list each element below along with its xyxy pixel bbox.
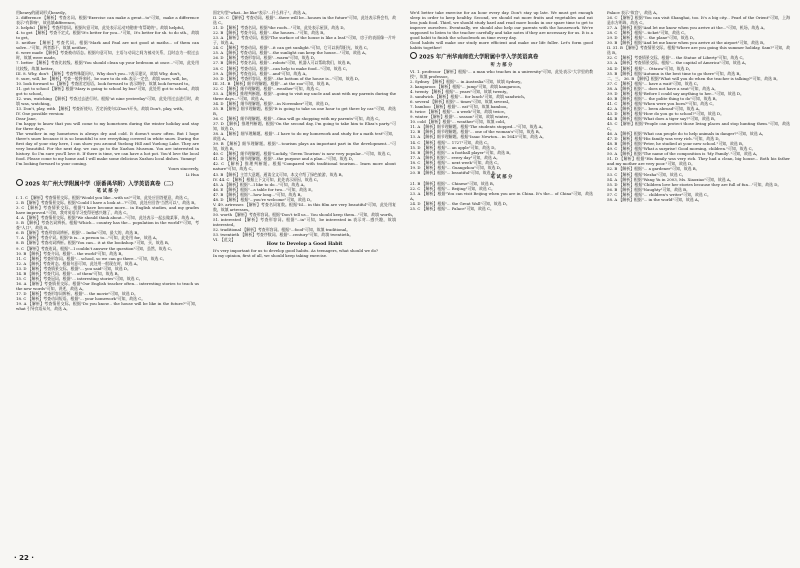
- answer-entry: 56. B 【解析】根据"Naughty"可知，故选 B。: [607, 186, 690, 192]
- answer-entry: 11. A 【解析】细节理解题。根据"The students stopped..."可知，故选 A。: [410, 124, 546, 130]
- answer-entry: 37. C 【解析】根据"... have a wait"可知，故选 C。: [607, 80, 701, 86]
- answer-entry: 50. worth 【解析】考查形容词。根据"Don't tell us... You should keep them..."可知，故填 worth。: [213, 211, 396, 217]
- answer-entry: 44. B 【解析】根据"What does a tiger say?"可知，故选 B。: [607, 115, 718, 121]
- answer-entry: 5. neither 【解析】考查代词。根据"Mark and Paul are not good at maths... of them can solve..."可知，两者都不，故填 neither。: [16, 40, 199, 51]
- answer-entry: 49. C 【解析】根据"What a surprise! Good morning, children."可知，故选 C。: [607, 146, 756, 152]
- answer-entry: 24. D 【解析】根据"... the Great Wall"可知，故选 D。: [410, 201, 510, 207]
- answer-entry: IV. One possible version:: [16, 110, 65, 116]
- answer-entry: 5. B 【解析】考查名词辨析。根据"Which... country has the... population in the world?"可知，考查"人口"，故选 B。: [16, 220, 199, 231]
- answer-entry: III. 31. B 【解析】细节理解题。根据"...at the zoo"可知，故选 B。: [213, 80, 333, 86]
- answer-entry: 29. D 【解析】根据"... the plane"可知，故选 D。: [607, 35, 697, 41]
- answer-entry: 19. D 【解析】根据"... Guangzhou"可知，故选 D。: [410, 164, 504, 170]
- answer-entry: 32. C 【解析】细节理解题。根据"...weather"可知，故选 C。: [213, 85, 323, 91]
- answer-entry: 29. A 【解析】考查连词。根据"...and"可知，故选 A。: [213, 70, 310, 76]
- answer-entry: 28. C 【解析】根据"...ticket"可知，故选 C。: [607, 30, 689, 36]
- answer-entry: V. 49. artresses 【解析】考查名词复数。根据"Iil... in this film are very beautiful"可知，此处用复数，故填 artresses。: [213, 201, 396, 212]
- answer-entry: 18. C 【解析】考查动词短语。根据"... your homework"可知，故选 C。: [16, 295, 146, 301]
- answer-entry: 51. interested 【解析】考查形容词。根据"...in"可知，be interested in 表示对...感兴趣，故填 interested。: [213, 216, 396, 227]
- answer-entry: 30. D 【解析】考查形容词。根据"...the bottom of the house is..."可知，故选 D。: [213, 75, 362, 81]
- answer-entry: 40. C 【解析】细节理解题。根据"Luckily, 'Green Tourism' is now very popular..."可知，故选 C。: [213, 151, 394, 157]
- answer-entry: 10. B 【解析】考查介词。根据"... the world"可知，故选 B。: [16, 250, 126, 256]
- essay-paragraph: We'd better take exercise for an hour every day. Don't stay up late. We must get enough sleep in order to keep healthy. Second, we should eat more fruits and vegetables and eat less junk food. Third, we should study hard and read more books in our spare time to get to improve ourselves. Eventually, we should also help our parents with the housework. We're supposed to listen to the teacher carefully and take notes if they are necessary for us. It is a good habit to finish the schoolwork on time every day.: [410, 10, 593, 41]
- answer-entry: 28. C 【解析】考查动词。根据"...can help to make food..."可知，故选 C。: [213, 65, 350, 71]
- answer-entry: 25. C 【解析】根据"... Palace"可知，故选 C。: [410, 206, 494, 212]
- answer-entry: 25. A 【解析】考查动词。根据"...the sunlight can keep the house..."可知，故选 A。: [213, 50, 369, 56]
- answer-entry: 35. B 【解析】根据"Autumn is the best time to go there"可知，故选 B。: [607, 70, 744, 76]
- answer-entry: 8. twice 【解析】根据"... a week"可知，故填 twice。: [410, 109, 508, 115]
- column-1: [16, 10, 199, 555]
- letter-greeting: Dear Jane,: [16, 115, 37, 121]
- answer-entry: VI. 1. professor 【解析】根据"... a man who teaches in a university"可知，此处表示"大学里的教授"，故填 professor。: [410, 68, 593, 79]
- letter-signature: Li Hua: [185, 171, 199, 177]
- letter-paragraph: I'm looking forward to your coming.: [16, 161, 88, 167]
- answer-entry: 43. B 【解析】主旨大意题。通读全文可知，本文介绍了绿色旅游，故选 B。: [213, 171, 346, 177]
- answer-entry: 27. B 【解析】考查名词。根据"...robots"可知，机器人可以帮助我们，故选 B。: [213, 60, 354, 66]
- section-bullet-icon: [16, 179, 23, 186]
- section-title: 2025 年广州大学附属中学（原番禺华附）入学英语真卷（二）: [25, 181, 177, 188]
- answer-entry: 23. A 【解析】根据"You can visit Beijing when you are in China. It's the... of China"可知，故选 A。: [410, 190, 593, 201]
- answer-entry: 4. twenty 【解析】根据"... years"可知，故填 twenty。: [410, 89, 511, 95]
- answer-entry: 3. kangaroos 【解析】根据"... jump"可知，故填 kangaroos。: [410, 84, 524, 90]
- answer-entry: 48. B 【解析】根据"Peter, he studied at your new school."可知，故选 B。: [607, 141, 746, 147]
- answer-entry: 10. cold 【解析】根据"... weather"可知，故填 cold。: [410, 119, 508, 125]
- answer-entry: 6. were made 【解析】考查被动语态。根据句意可知，主语与动词之间为被动关系，且时态为一般过去时，故填 were made。: [16, 50, 199, 61]
- answer-entry: 6. several 【解析】根据"... times"可知，故填 several。: [410, 99, 512, 105]
- answer-entry: 7. better 【解析】考查比较级。根据"You should clean up your bedroom at once..."可知，此处用比较级，故填 better。: [16, 60, 199, 71]
- answer-entry: 用heavy的副词形式heavily。: [16, 10, 69, 15]
- answer-entry: 11. got to school 【解析】根据"Mary is going to school by bus"可知，此处用 got to school，故填 got to school。: [16, 85, 199, 96]
- answer-entry: 41. C 【解析】根据"When were you born?"可知，故选 C。: [607, 100, 717, 106]
- answer-entry: 7. bamboo 【解析】根据"... eat"可知，故填 bamboo。: [410, 104, 511, 110]
- answer-entry: 46. A 【解析】根据"What can people do to help animals in danger?"可知，故选 A。: [607, 131, 766, 137]
- answer-entry: 57. C 【解析】根据"... children's writer"可知，故选 C。: [607, 191, 711, 197]
- answer-entry: 2. difference 【解析】考查名词。根据"Exercise can make a great...to"可知，make a difference 表示"有影响"，故选填difference。: [16, 15, 199, 26]
- answer-entry: Palace 表示"故宫"，故选 A。: [607, 10, 660, 15]
- answer-entry: 固定句型"what...be like"表示"...什么样子"，故选 A。: [213, 10, 309, 15]
- answer-entry: 3. helpful 【解析】考查形容词。根据句意可知，此处表示运动对健康"有帮助的"。故填 helpful。: [16, 25, 187, 31]
- answer-entry: 21. D 【解析】考查名词。根据"the roofs..."可知，此处表示屋顶，故选 D。: [213, 25, 348, 31]
- column-2: [213, 10, 396, 555]
- answer-entry: 20. B 【解析】根据"... beautiful"可知，故选 B。: [410, 169, 499, 175]
- answer-entry: 16. A 【解析】考查情景交际。根据"Our English teacher often... interesting stories to teach us the new words"可知，讲述，故选 A。: [16, 280, 199, 291]
- answer-entry: II. 31. B 【解析】考查情景交际。根据"Where are you going this summer holiday, Sam?"可知，故选 B。: [607, 45, 790, 56]
- answer-entry: 22. C 【解析】根据"... Beijing"可知，故选 C。: [410, 185, 495, 191]
- answer-entry: 18. C 【解析】根据"... next week"可知，故选 C。: [410, 159, 502, 165]
- answer-entry: 30. B 【解析】根据"And let me know when you arrive at the airport"可知，故选 B。: [607, 40, 767, 46]
- answer-entry: I. 1. C 【解析】考查情景交际。根据"Would you like...with us?"可知，此处应回答愿意，故选 C。: [16, 195, 192, 201]
- answer-entry: 22. B 【解析】考查介词。根据"...the houses..."可知，故选 B。: [213, 30, 328, 36]
- part-heading-written: 笔 试 部 分: [490, 174, 513, 180]
- answer-entry: 38. A 【解析】根据"... does not have a seat"可知，故选 A。: [607, 85, 719, 91]
- answer-entry: 15. D 【解析】根据"... an apple"可知，故选 D。: [410, 144, 499, 150]
- column-4: [607, 10, 790, 555]
- answer-entry: 53. C 【解析】根据"Nezha"可知，故选 C。: [607, 171, 686, 177]
- answer-entry: 16. B 【解析】根据"... a football player"可知，故选 B。: [410, 149, 514, 155]
- answer-entry: 14. C 【解析】根据"... 1727"可知，故选 C。: [410, 139, 491, 145]
- answer-entry: 21. B 【解析】根据"... Chinese"可知，故选 B。: [410, 180, 497, 186]
- section-bullet-icon: [410, 52, 417, 59]
- answer-entry: 15. C 【解析】考查冠词。根据"... interesting stories"可知，故选 C。: [16, 275, 143, 281]
- answer-entry: 48. D 【解析】根据"...you're welcome"可知，故选 D。: [213, 196, 315, 202]
- answer-entry: 2. B 【解析】考查情景交际。根据"Could I have a look at...?"可知，此处应回答"当然可以"，故选 B。: [16, 200, 199, 206]
- answer-entry: 12. A 【解析】考查时态。根据句意可知，此处用一般现在时，故选 A。: [16, 260, 141, 266]
- answer-entry: 45. A 【解析】根据"...I like to do..."可知，故选 A。: [213, 181, 308, 187]
- answer-entry: 52. B 【解析】根据"... a gardener"可知，故选 B。: [607, 166, 700, 172]
- answer-entry: 42. A 【解析】根据"... been abroad"可知，故选 A。: [607, 105, 703, 111]
- answer-entry: IV. 44. C 【解析】根据上下文可知，此处表示原因，故选 C。: [213, 176, 321, 182]
- answer-entry: 50. A 【解析】根据"The name of the composition is 'My Family'."可知，故选 A。: [607, 151, 760, 157]
- answer-entry: 10. look forward to 【解析】考查固定短语。look forward to 表示期待，故填 look forward to。: [16, 80, 192, 86]
- answer-entry: 34. D 【解析】细节理解题。根据"...in November"可知，故选 D。: [213, 100, 333, 106]
- answer-entry: 52. traditional 【解析】考查形容词。根据"...food"可知，故填 traditional。: [213, 227, 351, 233]
- answer-entry: 35. B 【解析】细节理解题。根据"It is going to take us one hour to get there by car."可知，故选 B。: [213, 105, 396, 116]
- answer-entry: 4. A 【解析】考查情景交际。根据"We should think about..."可知，此处表示一起去做某事，故选 A。: [16, 215, 198, 221]
- answer-entry: 37. D 【解析】推理判断题。根据"On the second day, I'm going to take him to Eliza's party."可知，故选 D。: [213, 121, 396, 132]
- answer-entry: 47. B 【解析】根据"...how long..."可知，故选 B。: [213, 191, 305, 197]
- section-title: 2025 年广州华南师范大学附属中学入学英语真卷: [419, 54, 539, 61]
- answer-entry: II. 20. C 【解析】考查动词。根据"...there will be...houses in the future"可知，此处表示将会有，故选 C。: [213, 15, 396, 26]
- essay-paragraph: Good habits will make our study more efficient and make our life fuller. Let's form good habits together!: [410, 40, 593, 51]
- letter-closing: Yours sincerely,: [168, 166, 199, 172]
- answer-entry: 3. C 【解析】考查情景交际。根据"I have become more... in English studies, and my grades have improved."可知，我对英语学习变得更感兴趣了，故选 C。: [16, 205, 199, 216]
- answer-entry: 4. to get 【解析】考查不定式。根据"It's better for you..."可知，It's better for sb. to do sth.，故填 to get。: [16, 30, 199, 41]
- answer-entry: 53. twentieth 【解析】考查序数词。根据"...century"可知，故填 twentieth。: [213, 232, 354, 238]
- answer-entry: 9. winter 【解析】根据"... season"可知，故填 winter。: [410, 114, 512, 120]
- part-heading-listening: 听 力 部 分: [490, 62, 513, 68]
- answer-entry: 17. A 【解析】根据"... every day"可知，故选 A。: [410, 154, 500, 160]
- answer-entry: 13. D 【解析】考查情景交际。根据"... you said"可知，故选 D。: [16, 265, 131, 271]
- answer-entry: 2. Sydney 【解析】根据"... in Australia"可知，故填 Sydney。: [410, 78, 525, 84]
- answer-entry: 11. C 【解析】考查形容词。根据"... school, so we can go there..."可知，故选 C。: [16, 255, 167, 261]
- section-heading-2025-exam-2: [16, 179, 199, 189]
- answer-entry: 8. B 【解析】考查动词辨析。根据"You can... it at the bookshop."可知，买，故选 B。: [16, 240, 172, 246]
- answer-entry: 13. A 【解析】细节理解题。根据"Isaac Newton... in 1643"可知，故选 A。: [410, 134, 546, 140]
- letter-paragraph: The weather in my hometown is always dry and cold. It doesn't snow often. But I hope there's snow because it is so beautiful to see everything covered in white snow. During the first day of your stay here, I can show you around Yuelong Hill and Yuelong Lake. They are very beautiful. For the next day, we can go to the Xuzhou Museum. You are interested in history. So I'm sure you'll love it. If there is time, we can have a hot pot. You'd love the local food. Please come to my home and I will make some delicious Xuzhou local dishes. Yummy!: [16, 131, 199, 162]
- answer-entry: 5. sandwich 【解析】根据"... for lunch"可知，故填 sandwich。: [410, 94, 528, 100]
- answer-entry: 42. C 【解析】推理判断题。根据"Compared with traditional tourism... learn more about nature"可知，故选 C。: [213, 161, 396, 172]
- answer-entry: 33. A 【解析】考查情景交际。根据"... the capital of America"可知，故选 A。: [607, 60, 749, 66]
- part-heading-written: 笔 试 部 分: [96, 189, 119, 195]
- answer-entry: 23. A 【解析】考查动词。根据"The surface of the house is like a leaf."可知，房子的表面像一片叶子，故选 A。: [213, 35, 396, 46]
- answer-entry: 38. A 【解析】细节理解题。根据"...I have to do my homework and study for a math test"可知，故选 A。: [213, 131, 396, 142]
- letter-paragraph: I'm happy to know that you will come to my hometown during the winter holiday and stay for three days.: [16, 121, 199, 132]
- section-heading-scnu-exam: [410, 52, 593, 62]
- page-number: · 22 ·: [14, 554, 34, 562]
- answer-entry: 26. D 【解析】考查形容词。根据"...warm"可知，故选 D。: [213, 55, 318, 61]
- answer-entry: 9. sure, will, be 【解析】考查一般将来时。be sure to do sth.表示一定会，故填 sure, will, be。: [16, 75, 191, 81]
- answer-entry: 41. D 【解析】细节理解题。根据"...the purpose and a plan..."可知，故选 D。: [213, 156, 356, 162]
- answer-entry: 17. D 【解析】考查形容词辨析。根据"... the movie"可知，故选 D。: [16, 290, 138, 296]
- answer-entry: 19. A 【解析】考查情景交际。根据"Do you know... the house will be like in the future?"可知，what 引导宾语从句，故选 A。: [16, 301, 199, 312]
- answer-entry: 12. B 【解析】细节理解题。根据"... one of the woman's"可知，故选 B。: [410, 129, 543, 135]
- column-3: [410, 10, 593, 555]
- answer-entry: 34. D 【解析】根据"... Ottawa"可知，故选 D。: [607, 65, 693, 71]
- answer-entry: 54. A 【解析】根据"Wang Yu in 2003, Ms. Xiaoxiao"可知，故选 A。: [607, 176, 734, 182]
- answer-entry: 27. A 【解析】根据"And let me know when you arrive at the..."可知，机场，故选 A。: [607, 25, 768, 31]
- answer-entry: 47. D 【解析】根据"His family was very rich."可知，故选 D。: [607, 136, 723, 142]
- answer-entry: In my opinion, first of all, we should keep taking exercise.: [213, 253, 328, 259]
- answer-entry: 32. C 【解析】考查情景交际。根据"... the Statue of Liberty"可知，故选 C。: [607, 55, 747, 61]
- answer-entry: 55. D 【解析】根据"Children love her stories because they are full of fun..."可知，故选 D。: [607, 181, 782, 187]
- answer-entry: VI. 【范文】: [213, 237, 236, 243]
- answer-entry: 24. C 【解析】考查动词。根据"...it can get sunlight."可知，它可以获得阳光，故选 C。: [213, 45, 371, 51]
- answer-entry: 51. D 【解析】根据"His family was very rich. They had a clean, big house... Both his father and my mother are very poor."可知，故选 D。: [607, 156, 790, 167]
- answer-entry: 12. was, watching 【解析】考查过去进行时。根据"at nine yesterday"可知，此处用过去进行时，故填 was, watching。: [16, 95, 199, 106]
- answer-entry: 45. C 【解析】根据"People can protect those living places and stop hunting them."可知，故选 C。: [607, 121, 790, 132]
- answer-entry: 36. C 【解析】细节理解题。根据"...Gina will go shopping with my parents"可知，故选 C。: [213, 115, 383, 121]
- answer-entry: 7. A 【解析】考查介词。根据"It is... a person to..."可知，此处用 for，故选 A。: [16, 235, 160, 241]
- answer-entry: 33. A 【解析】推理判断题。根据"...going to visit my uncle and aunt with my parents during the three days..."可知，故选 A。: [213, 90, 396, 101]
- answer-entry: 43. D 【解析】根据"How do you go to school?"可知，故选 D。: [607, 110, 724, 116]
- answer-entry: 9. C 【解析】考查连词。根据"...I couldn't answer the question"可知，虽然，故选 C。: [16, 245, 175, 251]
- answer-entry: 14. B 【解析】考查代词。根据"... of them"可知，故选 B。: [16, 270, 122, 276]
- answer-entry: 13. Don't, play, with 【解析】考查祈使句。否定祈使句以Don't开头，故填 Don't, play, with。: [16, 105, 186, 111]
- answer-entry: 6. B 【解析】考查形容词辨析。根据"... India"可知，最大的，故选 B。: [16, 230, 142, 236]
- answer-entry: 二、三、 36. B 【解析】根据"What will you do when the teacher is talking?"可知，故选 B。: [607, 75, 781, 81]
- answer-entry: III. 8. Why, don't 【解析】考查特殊疑问句。Why don't you...?表示建议，故填 Why, don't。: [16, 70, 184, 76]
- answer-entry: 40. B 【解析】根据"... the polite thing to do"可知，故选 B。: [607, 95, 720, 101]
- answer-entry: It's very important for us to develop good habits. As teenagers, what should we do?: [213, 248, 379, 254]
- answer-entry: 26. C 【解析】根据"You can visit Shanghai, too. It's a big city... Pearl of the Orient"可知，上海是东方明珠，故选 C。: [607, 15, 790, 26]
- answer-entry: 58. A 【解析】根据"... in the world"可知，故选 A。: [607, 196, 702, 202]
- answer-entry: 39. D 【解析】根据"Before I could say anything to her..."可知，故选 D。: [607, 90, 744, 96]
- essay-title: How to Develop a Good Habit: [266, 242, 343, 248]
- answer-entry: 39. B 【解析】细节理解题。根据"...tourism plays an important part in the development..."可知，故选 B。: [213, 141, 396, 152]
- answer-entry: 46. E 【解析】根据"...a table for two..."可知，故选 E。: [213, 186, 316, 192]
